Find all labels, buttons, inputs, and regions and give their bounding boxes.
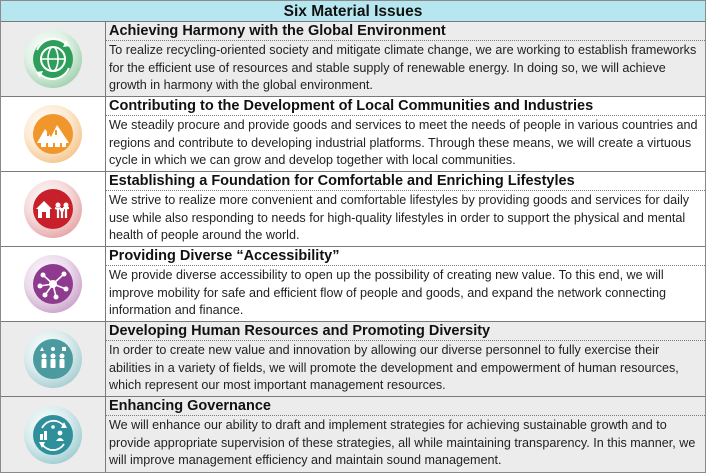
community-industry-icon bbox=[22, 103, 84, 165]
home-family-icon bbox=[22, 178, 84, 240]
issue-title: Achieving Harmony with the Global Environment bbox=[106, 22, 705, 41]
issue-row-governance bbox=[1, 397, 705, 472]
issue-description: In order to create new value and innovation by allowing our diverse personnel to fully exercise their abilities in a variety of fields, we will promote the development and empowerment of human resources, which represent our most important management resources. bbox=[109, 343, 679, 393]
issue-description: We steadily procure and provide goods and services to meet the needs of people in various countries and regions and contribute to developing industrial platforms. Through these means, we will create a virtuous cycle in which we can grow and develop together with local communities. bbox=[109, 118, 698, 168]
issue-title: Contributing to the Development of Local Communities and Industries bbox=[106, 97, 705, 116]
diverse-people-icon bbox=[22, 328, 84, 390]
issue-description: To realize recycling-oriented society and mitigate climate change, we are working to establish frameworks for the efficient use of resources and stable supply of renewable energy. In doing so, we will achieve growth in harmony with the global environment. bbox=[109, 43, 697, 93]
issue-row-lifestyles bbox=[1, 172, 705, 247]
issue-row-environment bbox=[1, 22, 705, 97]
governance-cycle-icon bbox=[22, 404, 84, 466]
issue-row-communities bbox=[1, 97, 705, 172]
issue-row-accessibility bbox=[1, 247, 705, 322]
issue-description: We strive to realize more convenient and comfortable lifestyles by providing goods and services for daily use while also responding to needs for high-quality lifestyles in order to support the physical and mental health of people around the world. bbox=[109, 193, 690, 243]
issue-title: Establishing a Foundation for Comfortable and Enriching Lifestyles bbox=[106, 172, 705, 191]
issue-title: Developing Human Resources and Promoting Diversity bbox=[106, 322, 705, 341]
globe-recycle-icon bbox=[22, 28, 84, 90]
issue-row-human-resources bbox=[1, 322, 705, 397]
network-hub-icon bbox=[22, 253, 84, 315]
issue-description: We will enhance our ability to draft and implement strategies for achieving sustainable growth and to provide appropriate supervision of these strategies, all while maintaining transparency. In this manner, we will improve management efficiency and maintain sound management. bbox=[109, 418, 696, 468]
table-title: Six Material Issues bbox=[1, 1, 705, 22]
issue-title: Enhancing Governance bbox=[106, 397, 705, 416]
issue-description: We provide diverse accessibility to open up the possibility of creating new value. To this end, we will improve mobility for safe and efficient flow of people and goods, and expand the network connecting information and finance. bbox=[109, 268, 667, 318]
issue-title: Providing Diverse “Accessibility” bbox=[106, 247, 705, 266]
